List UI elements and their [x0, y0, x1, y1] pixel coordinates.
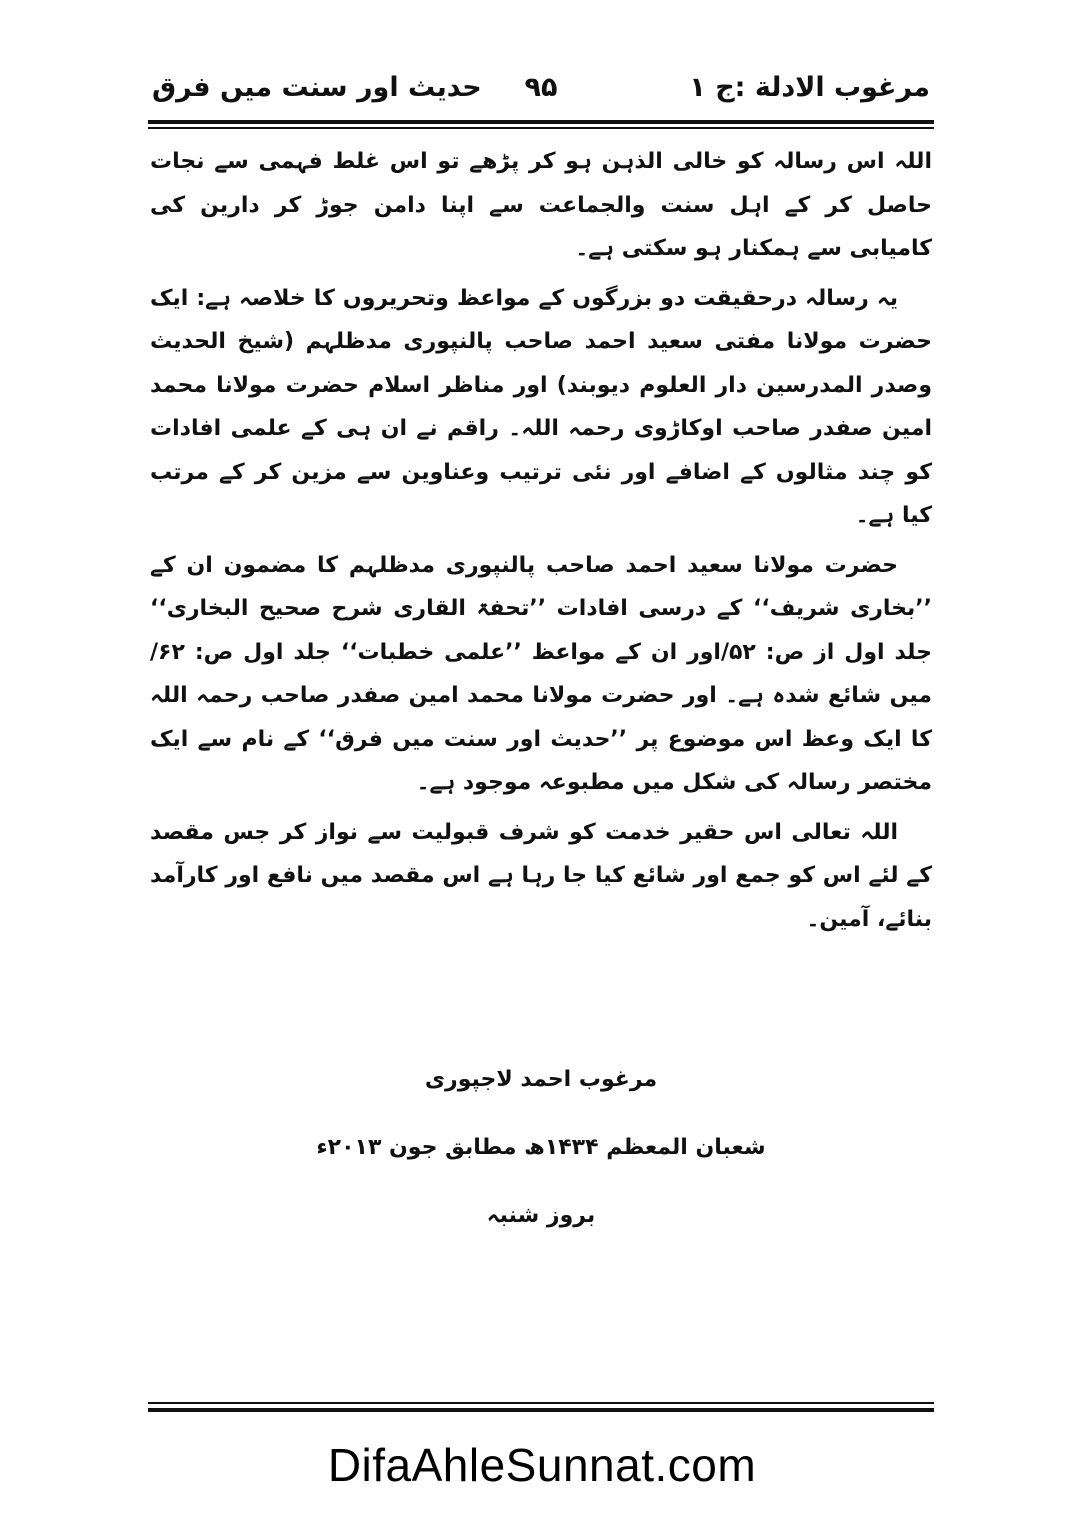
signature-date: شعبان المعظم ۱۴۳۴ھ مطابق جون ۲۰۱۳ء — [316, 1135, 766, 1160]
website-watermark: DifaAhleSunnat.com — [327, 1439, 757, 1491]
header-divider-thick — [148, 120, 934, 124]
paragraph-2: یہ رسالہ درحقیقت دو بزرگوں کے مواعظ وتحریروں کا خلاصہ ہے: ایک حضرت مولانا مفتی سعید احمد صاحب پالنپوری مدظلہم (شیخ الحدیث وصدر المدرسین دار العلوم دیوبند) اور مناظر اسلام حضرت مولانا محمد امین صفدر صاحب اوکاڑوی رحمہ اللہ۔ راقم نے ان ہی کے علمی افادات کو چند مثالوں کے اضافے اور نئی ترتیب وعناوین سے مزین کر کے مرتب کیا ہے۔ — [150, 285, 932, 528]
page-header — [148, 62, 934, 122]
header-divider-thin — [148, 127, 934, 129]
chapter-title: حدیث اور سنت میں فرق — [152, 72, 482, 103]
footer-divider-thick — [148, 1408, 934, 1412]
signature-day: بروز شنبہ — [486, 1203, 596, 1228]
paragraph-1: اللہ اس رسالہ کو خالی الذہن ہو کر پڑھے تو اس غلط فہمی سے نجات حاصل کر کے اہل سنت والجماعت سے اپنا دامن جوڑ کر دارین کی کامیابی سے ہمکنار ہو سکتی ہے۔ — [150, 149, 932, 261]
page-number: ۹۵ — [524, 72, 558, 103]
footer-divider-thin — [148, 1402, 934, 1404]
author-signature: مرغوب احمد لاجپوری — [424, 1067, 658, 1092]
book-title: مرغوب الادلة :ج ۱ — [689, 72, 930, 103]
paragraph-4: اللہ تعالی اس حقیر خدمت کو شرف قبولیت سے نواز کر جس مقصد کے لئے اس کو جمع اور شائع کیا جا رہا ہے اس مقصد میں نافع اور کارآمد بنائے، آمین۔ — [150, 819, 932, 932]
page-body — [150, 140, 932, 941]
paragraph-3: حضرت مولانا سعید احمد صاحب پالنپوری مدظلہم کا مضمون ان کے ’’بخاری شریف‘‘ کے درسی افادات ’’تحفۃ القاری شرح صحیح البخاری‘‘ جلد اول از ص: ۵۲/اور ان کے مواعظ ’’علمی خطبات‘‘ جلد اول ص: ۶۲/ میں شائع شدہ ہے۔ اور حضرت مولانا محمد امین صفدر صاحب رحمہ اللہ کا ایک وعظ اس موضوع پر ’’حدیث اور سنت میں فرق‘‘ کے نام سے ایک مختصر رسالہ کی شکل میں مطبوعہ موجود ہے۔ — [150, 552, 932, 795]
